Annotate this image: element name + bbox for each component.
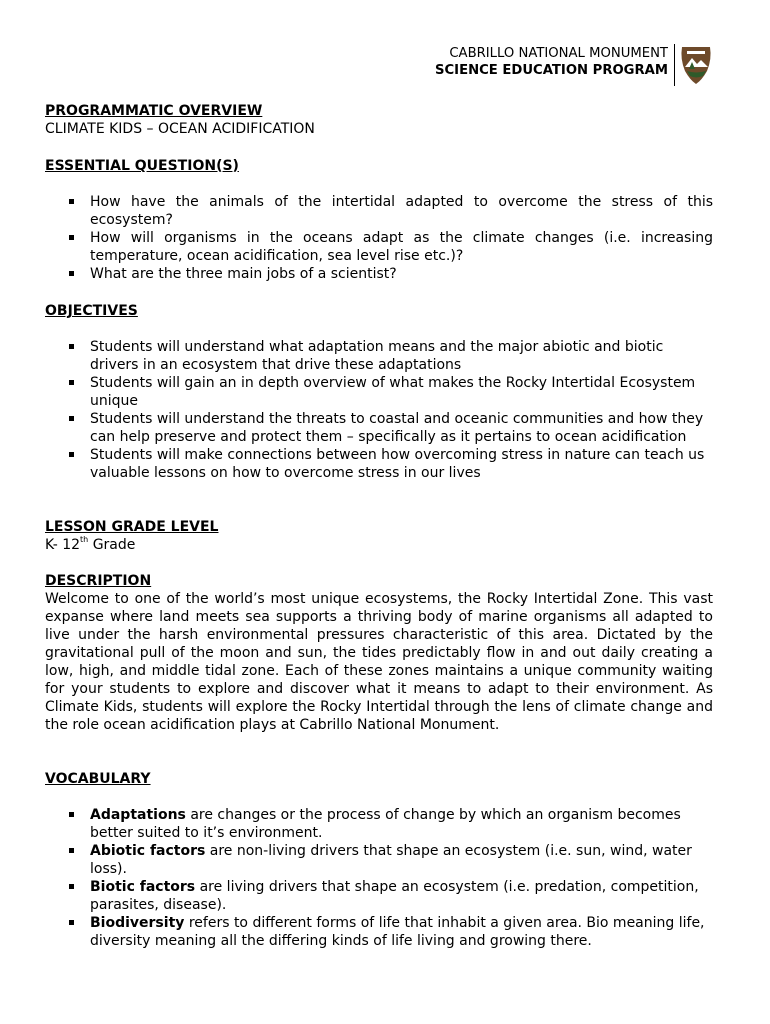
description-text: Welcome to one of the world’s most unique ecosystems, the Rocky Intertidal Zone. This vast expanse where land meets sea supports a thriving body of marine organisms all adapted to live under the harsh environmental pressures characteristic of this area. Dictated by the gravitational pull of the moon and sun, the tides predictably flow in and out daily creating a low, high, and middle tidal zone. Each of these zones maintains a unique community waiting for your students to explore and discover what it means to adapt to their environment. As Climate Kids, students will explore the Rocky Intertidal through the lens of climate change and the role ocean acidification plays at Cabrillo National Monument. bbox=[45, 591, 713, 733]
vocabulary-term: Biodiversity bbox=[90, 915, 185, 931]
vocabulary-term: Adaptations bbox=[90, 807, 186, 823]
vocabulary-term: Abiotic factors bbox=[90, 843, 206, 859]
grade-suffix: Grade bbox=[88, 537, 136, 553]
vocabulary-definition: are non-living drivers that shape an ecosystem (i.e. sun, wind, water loss). bbox=[90, 843, 692, 877]
list-item: Students will make connections between how overcoming stress in nature can teach us valuable lessons on how to overcome stress in our lives bbox=[45, 446, 713, 482]
grade-prefix: K- 12 bbox=[45, 537, 81, 553]
vocabulary-definition: refers to different forms of life that inhabit a given area. Bio meaning life, diversity meaning all the differing kinds of life living and growing there. bbox=[90, 915, 705, 949]
grade-level-title: LESSON GRADE LEVEL bbox=[45, 519, 219, 535]
vocabulary-definition: are living drivers that shape an ecosystem (i.e. predation, competition, parasites, disease). bbox=[90, 879, 699, 913]
objectives-title: OBJECTIVES bbox=[45, 303, 138, 319]
essential-questions-title: ESSENTIAL QUESTION(S) bbox=[45, 158, 239, 174]
vocabulary-item bbox=[45, 878, 713, 914]
vocabulary-item bbox=[45, 806, 713, 842]
list-item: Students will gain an in depth overview of what makes the Rocky Intertidal Ecosystem unique bbox=[45, 374, 713, 410]
nps-arrowhead-icon bbox=[679, 45, 713, 85]
list-item: What are the three main jobs of a scientist? bbox=[45, 265, 713, 283]
header-program: SCIENCE EDUCATION PROGRAM bbox=[434, 63, 668, 78]
vocabulary-list bbox=[45, 806, 713, 950]
grade-superscript: th bbox=[80, 535, 89, 544]
list-item: How have the animals of the intertidal adapted to overcome the stress of this ecosystem? bbox=[45, 193, 713, 229]
vocabulary-definition: are changes or the process of change by which an organism becomes better suited to it’s environment. bbox=[90, 807, 681, 841]
essential-questions-list bbox=[45, 193, 713, 283]
vocabulary-item bbox=[45, 914, 713, 950]
header-divider bbox=[674, 44, 675, 86]
vocabulary-item bbox=[45, 842, 713, 878]
list-item: Students will understand what adaptation means and the major abiotic and biotic drivers in an ecosystem that drive these adaptations bbox=[45, 338, 713, 374]
objectives-list bbox=[45, 338, 713, 482]
overview-title: PROGRAMMATIC OVERVIEW bbox=[45, 103, 263, 119]
vocabulary-term: Biotic factors bbox=[90, 879, 196, 895]
header-organization: CABRILLO NATIONAL MONUMENT bbox=[449, 46, 668, 61]
list-item: How will organisms in the oceans adapt as the climate changes (i.e. increasing temperature, ocean acidification, sea level rise etc.)? bbox=[45, 229, 713, 265]
list-item: Students will understand the threats to coastal and oceanic communities and how they can help preserve and protect them – specifically as it pertains to ocean acidification bbox=[45, 410, 713, 446]
document-header bbox=[435, 45, 668, 79]
overview-subtitle: CLIMATE KIDS – OCEAN ACIDIFICATION bbox=[45, 121, 315, 137]
vocabulary-title: VOCABULARY bbox=[45, 771, 151, 787]
description-title: DESCRIPTION bbox=[45, 573, 152, 589]
grade-level-value bbox=[45, 536, 713, 554]
